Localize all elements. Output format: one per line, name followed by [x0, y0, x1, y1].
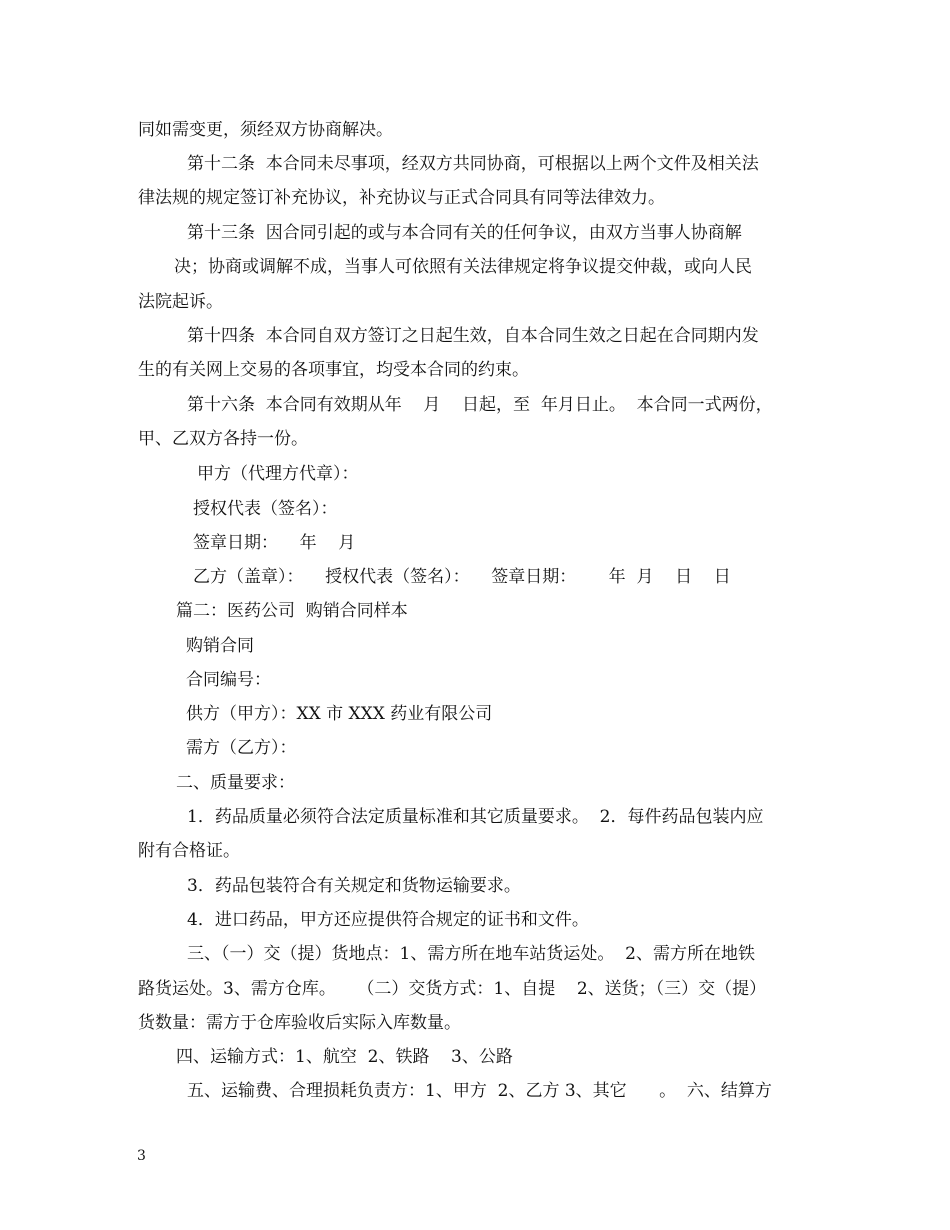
text-line-11: 甲方（代理方代章）： [197, 464, 359, 484]
text-line-8: 生的有关网上交易的各项事宜，均受本合同的约束。 [138, 360, 529, 380]
text-line-7: 第十四条 本合同自双方签订之日起生效，自本合同生效之日起在合同期内发 [187, 326, 759, 346]
text-line-17: 合同编号： [186, 670, 271, 690]
text-line-13: 签章日期： 年 月 [193, 533, 356, 553]
text-line-2: 第十二条 本合同未尽事项，经双方共同协商，可根据以上两个文件及相关法 [187, 154, 759, 174]
text-line-24: 4．进口药品，甲方还应提供符合规定的证书和文件。 [187, 910, 589, 930]
text-line-23: 3．药品包装符合有关规定和货物运输要求。 [187, 876, 521, 896]
text-line-4: 第十三条 因合同引起的或与本合同有关的任何争议，由双方当事人协商解 [187, 223, 742, 243]
text-line-12: 授权代表（签名）： [193, 499, 338, 519]
text-line-9: 第十六条 本合同有效期从年 月 日起，至 年月日止。 本合同一式两份， [187, 395, 773, 415]
text-line-29: 五、运输费、合理损耗负责方：1、甲方 2、乙方 3、其它 。 六、结算方 [187, 1081, 772, 1101]
text-line-1: 同如需变更，须经双方协商解决。 [138, 120, 393, 140]
text-line-6: 法院起诉。 [138, 292, 223, 312]
text-line-14: 乙方（盖章）： 授权代表（签名）： 签章日期： 年 月 日 日 [193, 567, 731, 587]
text-line-18: 供方（甲方）：XX 市 XXX 药业有限公司 [186, 704, 493, 724]
page-number: 3 [137, 1148, 146, 1164]
text-line-25: 三、（一）交（提）货地点：1、需方所在地车站货运处。 2、需方所在地铁 [187, 944, 755, 964]
text-line-19: 需方（乙方）： [186, 738, 297, 758]
text-line-10: 甲、乙双方各持一份。 [138, 429, 308, 449]
text-line-15: 篇二：医药公司 购销合同样本 [176, 601, 408, 621]
text-line-20: 二、质量要求： [176, 773, 295, 793]
text-line-28: 四、运输方式：1、航空 2、铁路 3、公路 [176, 1047, 513, 1067]
text-line-5: 决；协商或调解不成，当事人可依照有关法律规定将争议提交仲裁，或向人民 [174, 257, 752, 277]
text-line-22: 附有合格证。 [138, 841, 240, 861]
text-line-27: 货数量：需方于仓库验收后实际入库数量。 [138, 1013, 461, 1033]
text-line-16: 购销合同 [186, 636, 254, 656]
text-line-26: 路货运处。3、需方仓库。 （二）交货方式：1、自提 2、送货；（三）交（提） [138, 979, 767, 999]
text-line-3: 律法规的规定签订补充协议，补充协议与正式合同具有同等法律效力。 [138, 188, 665, 208]
text-line-21: 1．药品质量必须符合法定质量标准和其它质量要求。 2．每件药品包装内应 [187, 807, 764, 827]
